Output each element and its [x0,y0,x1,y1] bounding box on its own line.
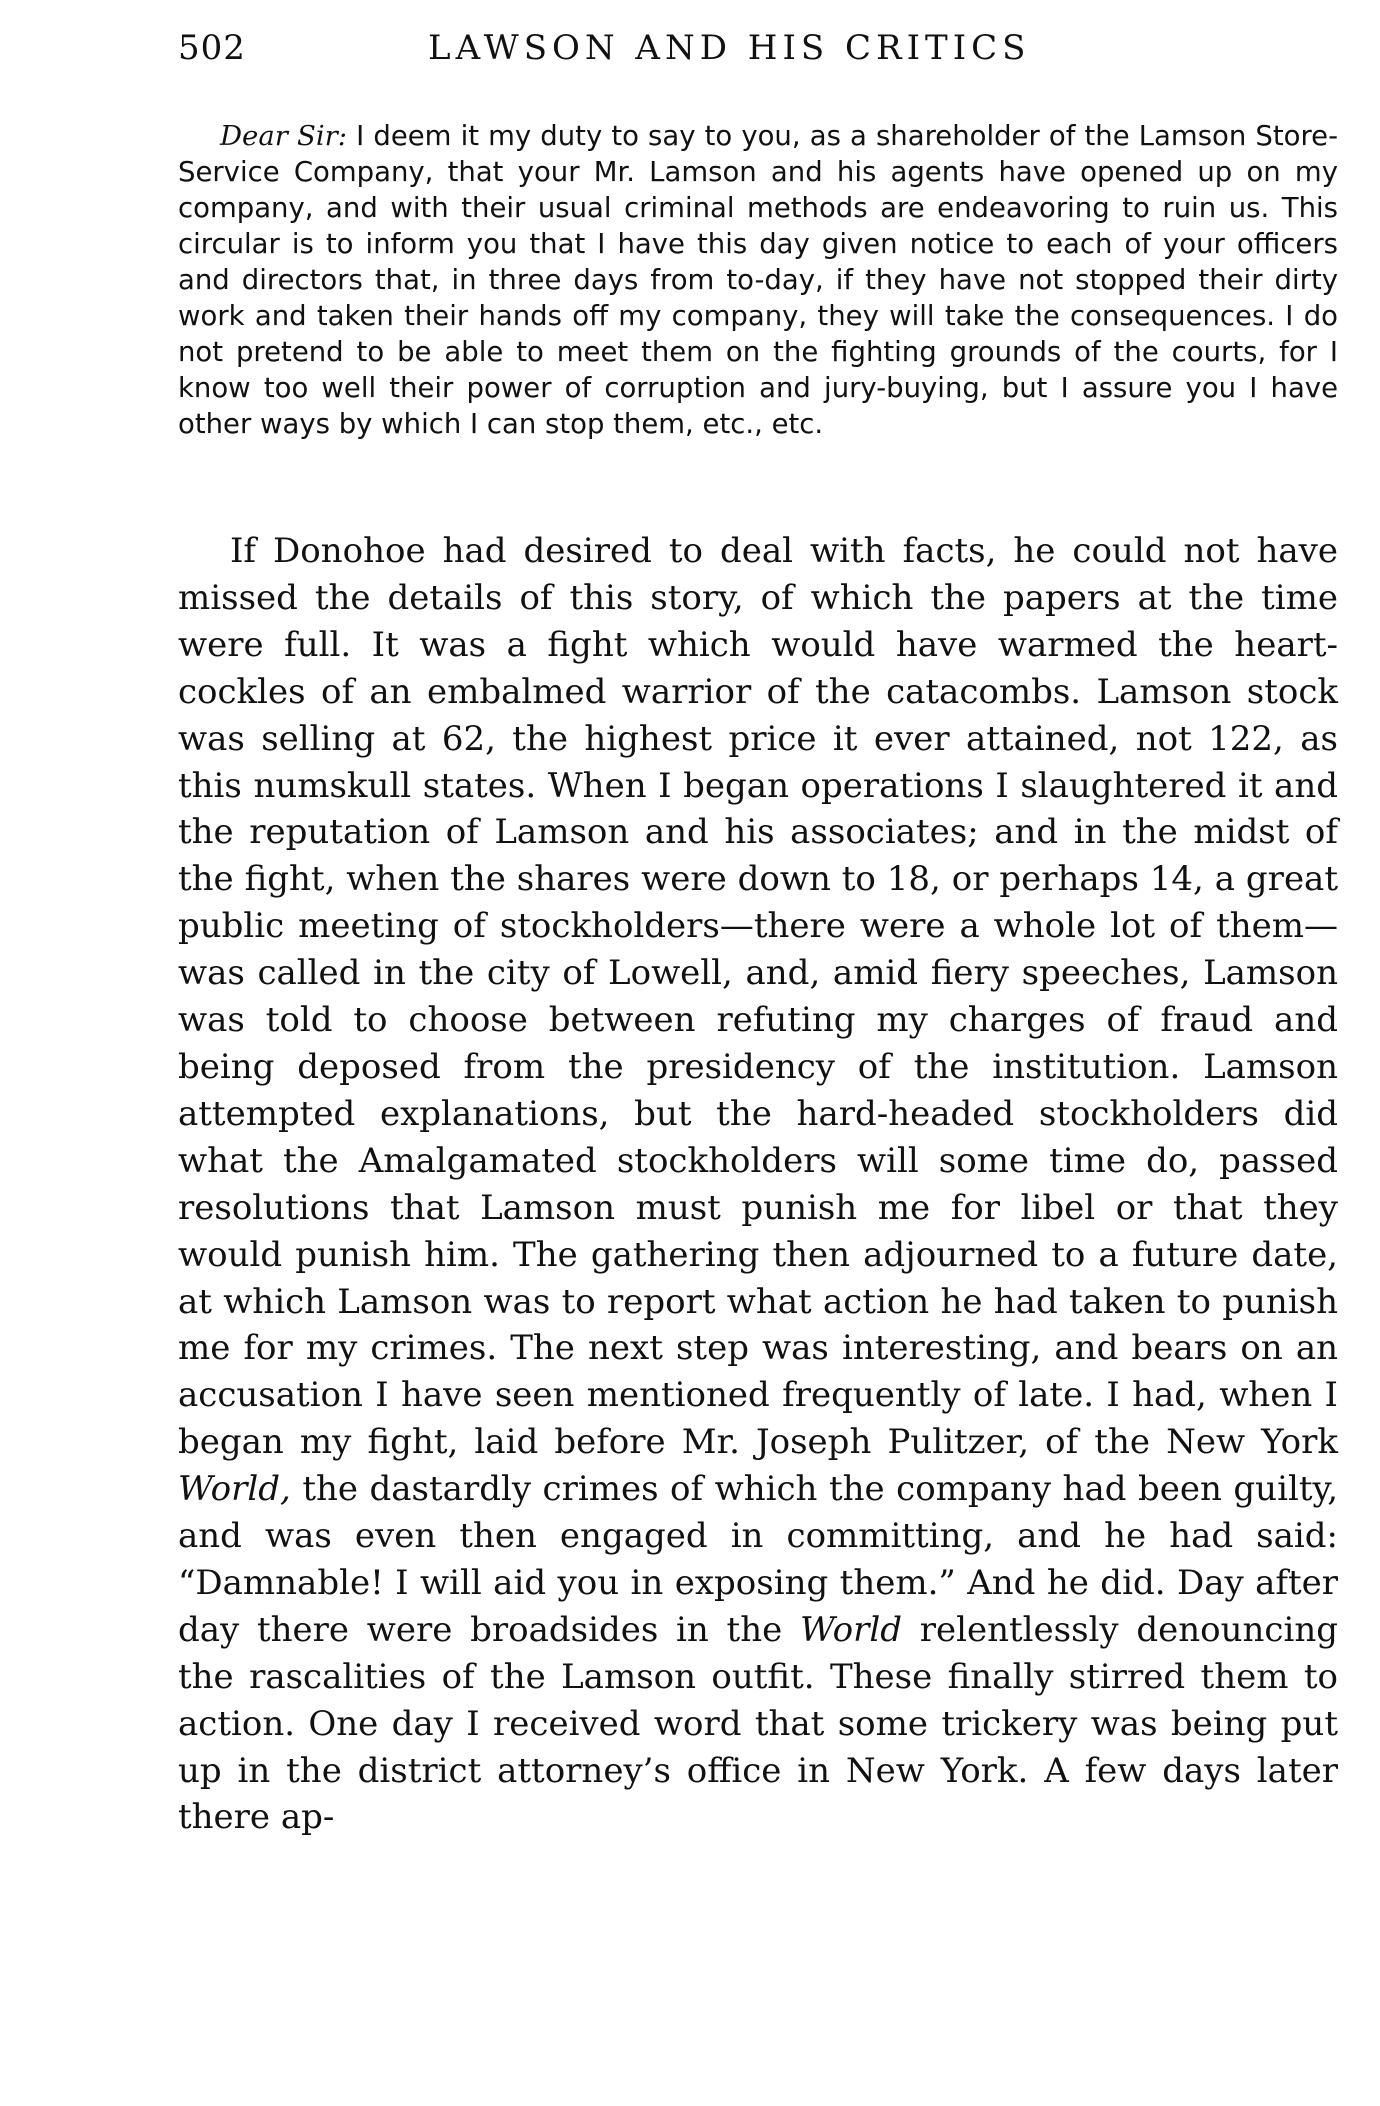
page-number: 502 [178,28,246,68]
quoted-letter [178,118,1338,442]
body-text-part-2: the dastardly crimes of which the company had been guilty, and was even then engaged in committing, and he had said: “Damnable! I will aid you in exposing them.” And he did. Day after day there were broadsides in the [178,1469,1338,1650]
newspaper-title-world: World, [178,1469,291,1510]
body-paragraph [178,528,1338,1841]
body-text-part-3: relentlessly denouncing the rascalities of the Lamson outfit. These finally stirred them to action. One day I received word that some trickery was being put up in the district attorney’s office in New York. A few days later there ap- [178,1609,1339,1838]
running-head: LAWSON AND HIS CRITICS [428,28,1031,68]
body-text-part-1: If Donohoe had desired to deal with facts, he could not have missed the details of this story, of which the papers at the time were full. It was a fight which would have warmed the heart-cockles of an embalmed warrior of the catacombs. Lamson stock was selling at 62, the highest price it ever attained, not 122, as this numskull states. When I began operations I slaughtered it and the reputation of Lamson and his associates; and in the midst of the fight, when the shares were down to 18, or perhaps 14, a great public meeting of stockholders—there were a whole lot of them—was called in the city of Lowell, and, amid fiery speeches, Lamson was told to choose between refuting my charges of fraud and being deposed from the presidency of the institution. Lamson attempted explanations, but the hard-headed stockholders did what the Amalgamated stockholders will some time do, passed resolutions that Lamson must punish me for libel or that they would punish him. The gathering then adjourned to a future date, at which Lamson was to report what action he had taken to punish me for my crimes. The next step was interesting, and bears on an accusation I have seen mentioned frequently of late. I had, when I began my fight, laid before Mr. Joseph Pulitzer, of the New York [178,531,1338,1463]
page-header [178,28,1338,78]
newspaper-title-world-2: World [799,1609,902,1650]
letter-salutation: Dear Sir: [220,120,348,152]
letter-text: I deem it my duty to say to you, as a shareholder of the Lamson Store-Service Company, that your Mr. Lamson and his agents have opened up on my company, and with their usual criminal methods are endeavoring to ruin us. This circular is to inform you that I have this day given notice to each of your officers and directors that, in three days from to-day, if they have not stopped their dirty work and taken their hands off my company, they will take the consequences. I do not pretend to be able to meet them on the fighting grounds of the courts, for I know too well their power of corruption and jury-buying, but I assure you I have other ways by which I can stop them, etc., etc. [178,120,1339,440]
